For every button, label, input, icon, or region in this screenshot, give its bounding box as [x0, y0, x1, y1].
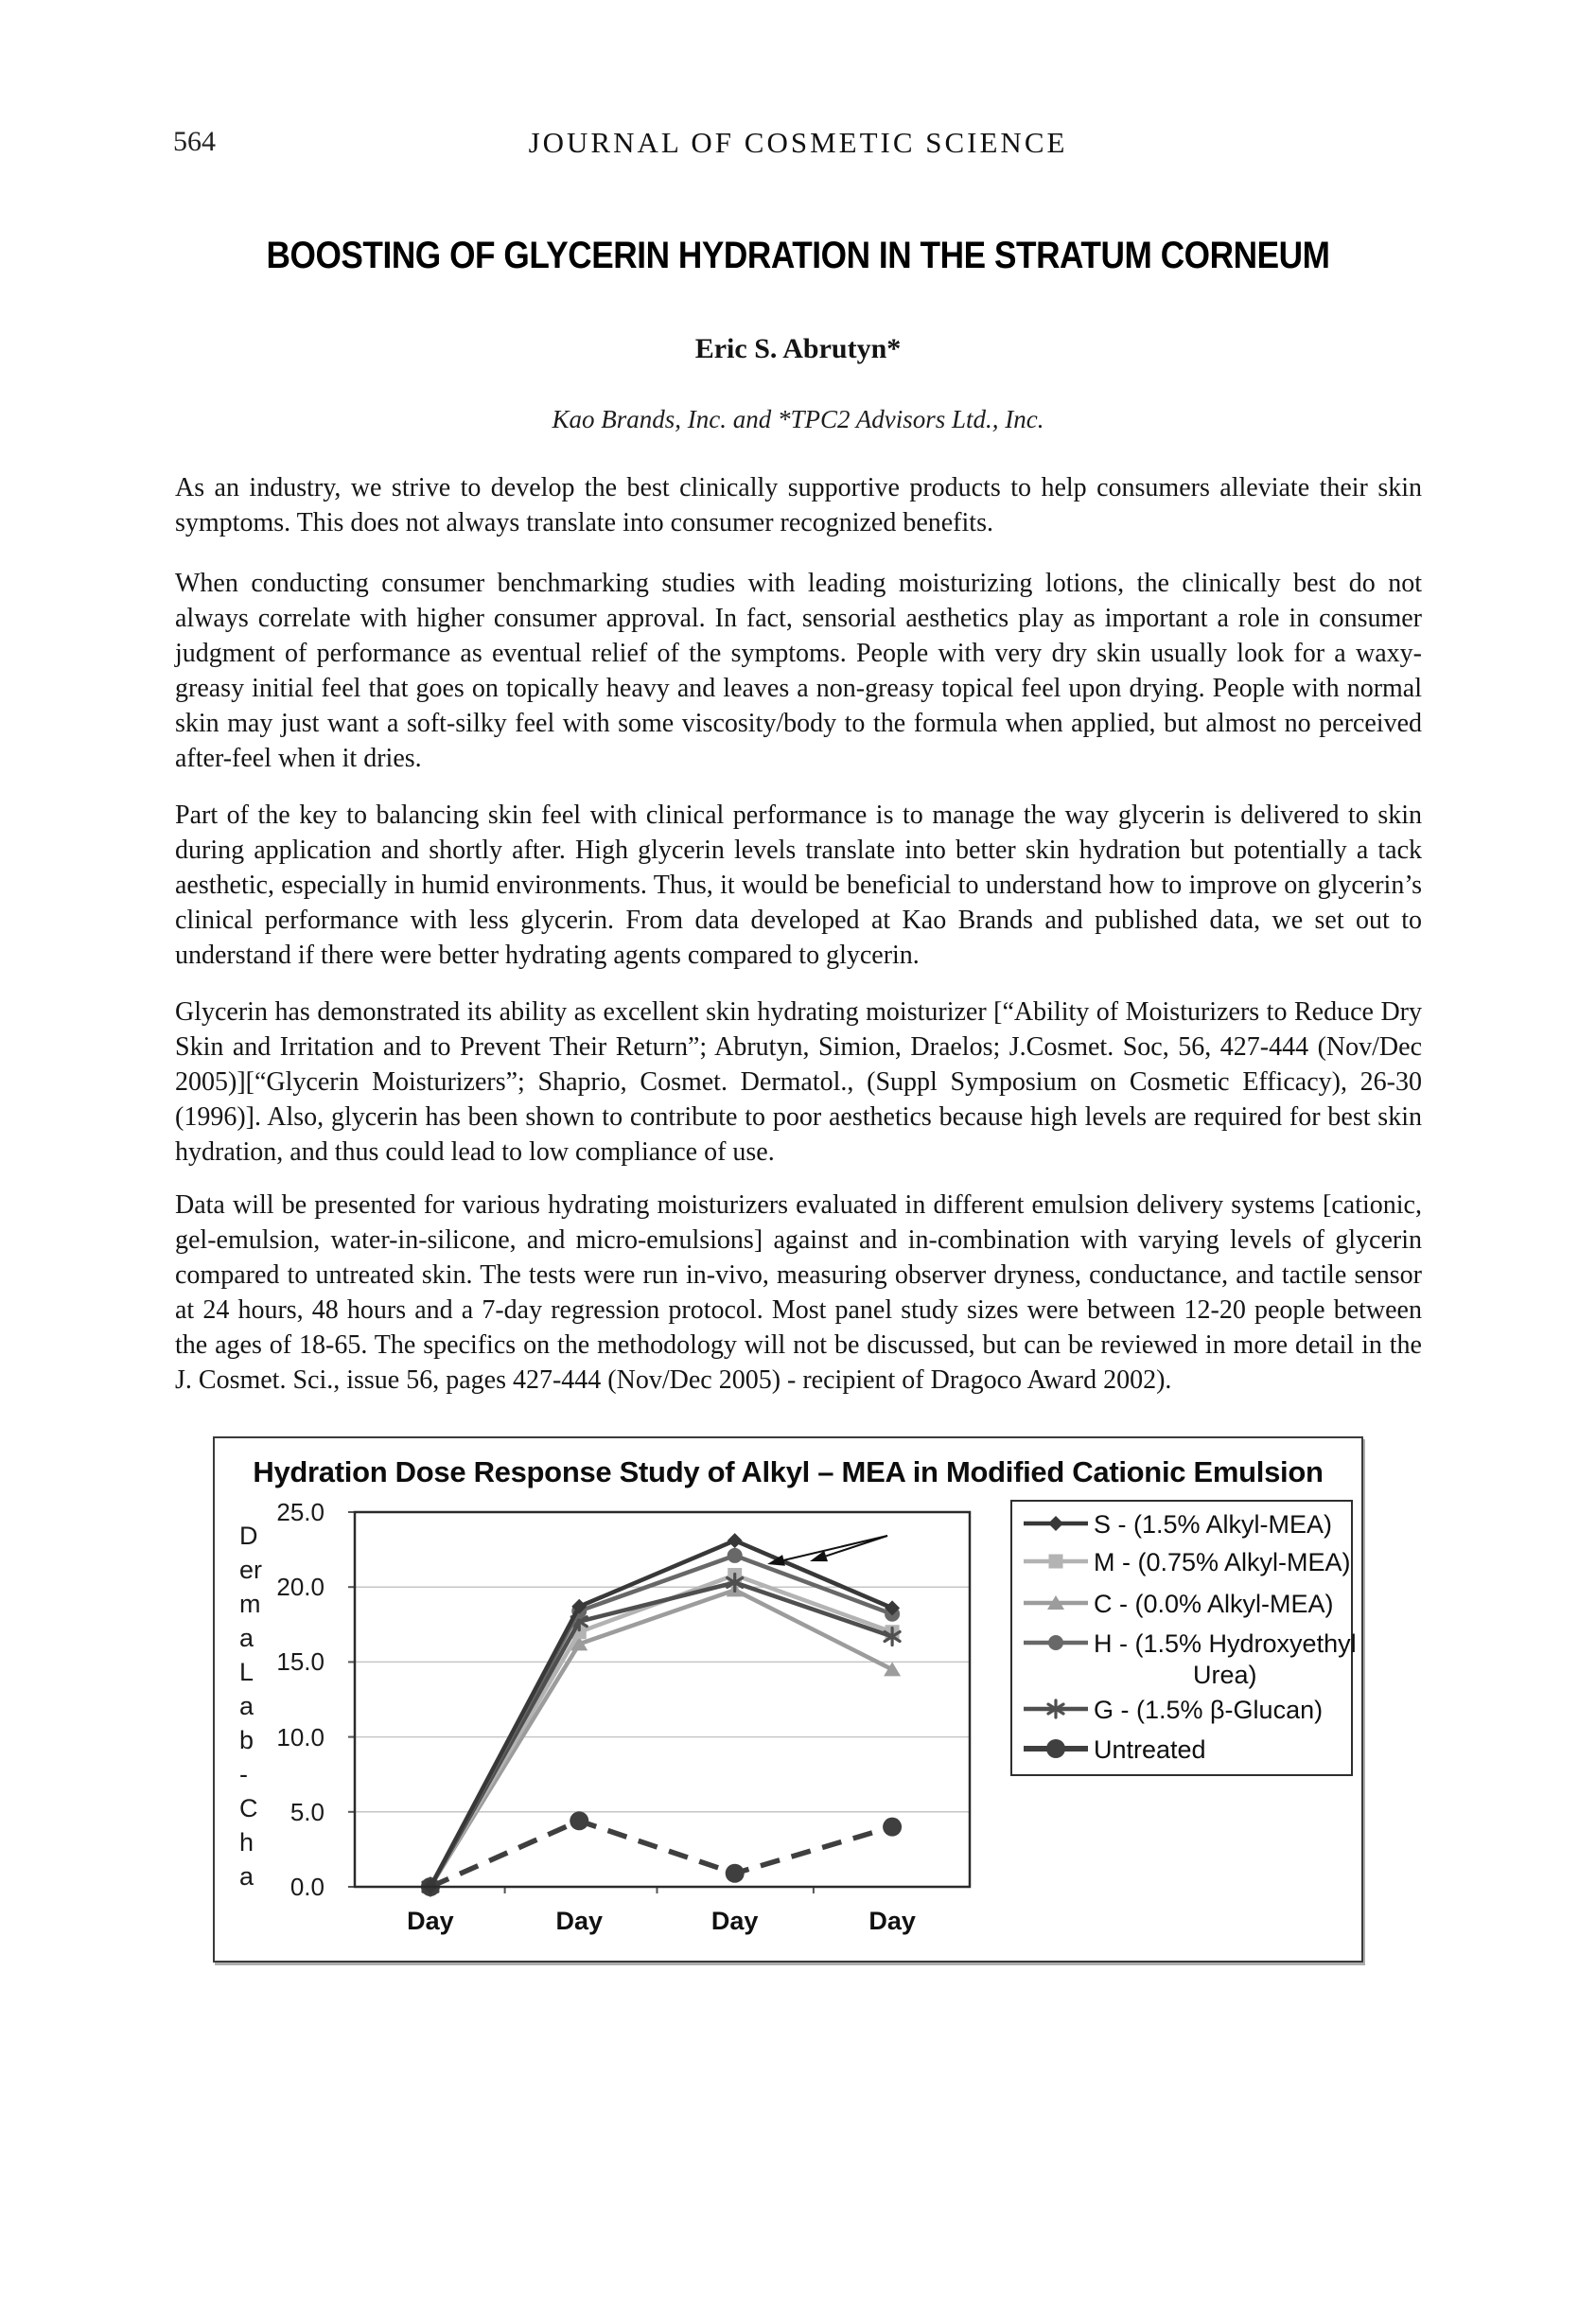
y-tick-label: 25.0: [276, 1498, 324, 1526]
x-tick-label: Day: [868, 1907, 916, 1935]
y-tick-label: 15.0: [276, 1647, 324, 1677]
legend-item-label: S - (1.5% Alkyl-MEA): [1094, 1510, 1333, 1539]
y-axis-label-line: b: [239, 1726, 254, 1754]
legend-marker-diamond-icon: [1022, 1511, 1092, 1538]
y-axis-label-line: er: [239, 1556, 263, 1584]
legend-item: [1022, 1547, 1351, 1578]
legend-item: [1022, 1734, 1206, 1766]
y-axis-label-line: h: [239, 1828, 254, 1857]
article-title: BOOSTING OF GLYCERIN HYDRATION IN THE STRATUM CORNEUM: [266, 235, 1330, 276]
paragraph-5: Data will be presented for various hydrating moisturizers evaluated in different emulsion delivery systems [cationic, gel-emulsion, water-in-silicone, and micro-emulsions] against and in-combination with varying levels of glycerin compared to untreated skin. The tests were run in-vivo, measuring observer dryness, conductance, and tactile sensor at 24 hours, 48 hours and a 7-day regression protocol. Most panel study sizes were between 12-20 people between the ages of 18-65. The specifics on the methodology will not be discussed, but can be reviewed in more detail in the J. Cosmet. Sci., issue 56, pages 427-444 (Nov/Dec 2005) - recipient of Dragoco Award 2002).: [175, 1190, 1422, 1395]
x-tick-label: Day: [710, 1907, 759, 1935]
legend-item-label: G - (1.5% β-Glucan): [1094, 1696, 1324, 1724]
y-tick-label: 5.0: [289, 1797, 324, 1826]
legend-marker-square-icon: [1022, 1549, 1092, 1575]
paragraph-4: Glycerin has demonstrated its ability as excellent skin hydrating moisturizer [“Ability of Moisturizers to Reduce Dry Skin and Irritation and to Prevent Their Return”; Abrutyn, Simion, Draelos; J.Cosmet. Soc, 56, 427-444 (Nov/Dec 2005)][“Glycerin Moisturizers”; Shaprio, Cosmet. Dermatol., (Suppl Symposium on Cosmetic Efficacy), 26-30 (1996)]. Also, glycerin has been shown to contribute to poor aesthetics because high levels are required for best skin hydration, and thus could lead to low compliance of use.: [175, 997, 1422, 1167]
y-axis-label-line: a: [239, 1692, 254, 1720]
legend-item-label: M - (0.75% Alkyl-MEA): [1094, 1548, 1351, 1576]
paragraph-2: When conducting consumer benchmarking studies with leading moisturizing lotions, the clinically best do not always correlate with higher consumer approval. In fact, sensorial aesthetics play as important a role in consumer judgment of performance as eventual relief of the symptoms. People with very dry skin usually look for a waxy-greasy initial feel that goes on topically heavy and leaves a non-greasy topical feel upon drying. People with normal skin may just want a soft-silky feel with some viscosity/body to the formula when applied, but almost no perceived after-feel when it dries.: [175, 569, 1422, 773]
chart-legend: [1010, 1500, 1357, 1776]
chart-title: Hydration Dose Response Study of Alkyl – MEA in Modified Cationic Emulsion: [253, 1455, 1324, 1488]
line-chart-plot: [355, 1512, 970, 1887]
y-axis-label-line: -: [239, 1760, 248, 1788]
paragraph-3: Part of the key to balancing skin feel with clinical performance is to manage the way glycerin is delivered to skin during application and shortly after. High glycerin levels translate into better skin hydration but potentially a tack aesthetic, especially in humid environments. Thus, it would be beneficial to understand how to improve on glycerin’s clinical performance with less glycerin. From data developed at Kao Brands and published data, we set out to understand if there were better hydrating agents compared to glycerin.: [175, 801, 1422, 970]
page-number: 564: [173, 126, 216, 157]
y-axis-label-line: a: [239, 1624, 254, 1652]
y-tick-label: 0.0: [289, 1873, 324, 1901]
y-axis-label-line: C: [239, 1794, 258, 1822]
journal-title: JOURNAL OF COSMETIC SCIENCE: [528, 126, 1068, 159]
paragraph-1: As an industry, we strive to develop the best clinically supportive products to help consumers alleviate their skin symptoms. This does not always translate into consumer recognized benefits.: [175, 473, 1422, 537]
legend-item-label: C - (0.0% Alkyl-MEA): [1094, 1590, 1334, 1618]
y-axis-label-line: a: [239, 1862, 254, 1891]
legend-marker-circle-icon: [1022, 1630, 1092, 1657]
legend-item-label: Untreated: [1094, 1735, 1206, 1764]
x-tick-label: Day: [407, 1907, 454, 1935]
legend-item: [1022, 1695, 1323, 1726]
x-tick-label: Day: [555, 1907, 604, 1935]
y-axis-label-line: m: [239, 1590, 261, 1618]
y-tick-label: 20.0: [276, 1573, 324, 1602]
y-axis-label-line: D: [239, 1522, 258, 1550]
legend-item-label: H - (1.5% Hydroxyethyl Urea): [1094, 1629, 1357, 1689]
legend-marker-triangle-icon: [1022, 1591, 1092, 1617]
author-name: Eric S. Abrutyn*: [694, 333, 902, 364]
legend-marker-dot-icon: [1022, 1736, 1092, 1763]
legend-item: [1022, 1628, 1357, 1691]
legend-item: [1022, 1589, 1334, 1620]
legend-item: [1022, 1509, 1332, 1540]
legend-marker-asterisk-icon: [1022, 1697, 1092, 1723]
figure-box: [213, 1436, 1363, 1963]
y-axis-label-line: L: [239, 1658, 254, 1686]
author-affiliation: Kao Brands, Inc. and *TPC2 Advisors Ltd., Inc.: [552, 405, 1044, 433]
y-tick-label: 10.0: [276, 1722, 324, 1752]
